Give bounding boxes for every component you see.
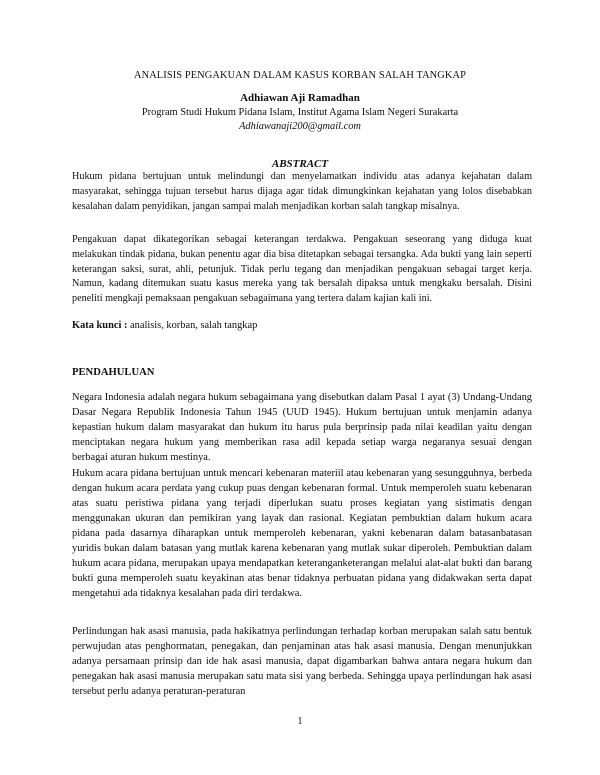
author-email: Adhiawanaji200@gmail.com [239,121,361,132]
paper-title: ANALISIS PENGAKUAN DALAM KASUS KORBAN SALAH TANGKAP [134,70,466,81]
keywords-label: Kata kunci : [72,320,128,331]
body-paragraph: Perlindungan hak asasi manusia, pada hakikatnya perlindungan terhadap korban merupakan salah satu bentuk perwujudan atas penghormatan, penegakan, dan penjaminan atas hak asasi manusia. Dengan menunjukkan adanya persamaan prinsip dan ide hak asasi manusia, dapat digambarkan bahwa antara negara hukum dan penegakan hak asasi manusia merupakan satu mata sisi yang berbeda. Sehingga upaya perlindungan hak asasi tersebut perlu adanya peraturan-peraturan [72,626,532,697]
abstract-heading: ABSTRACT [271,158,329,170]
author-affiliation: Program Studi Hukum Pidana Islam, Institut Agama Islam Negeri Surakarta [141,107,459,118]
abstract-paragraph: Hukum pidana bertujuan untuk melindungi dan menyelamatkan individu atas adanya kejahatan dalam masyarakat, sehingga tujuan tersebut harus dijaga agar tidak dimungkinkan kejahatan yang lolos disebabkan kesalahan dalam penyidikan, jangan sampai malah menjadikan korban salah tangkap misalnya. [72,171,532,212]
author-name: Adhiawan Aji Ramadhan [240,92,360,104]
keywords-text: analisis, korban, salah tangkap [130,320,258,331]
page-number: 1 [297,716,303,727]
keywords-line [72,320,257,331]
body-paragraph: Negara Indonesia adalah negara hukum sebagaimana yang disebutkan dalam Pasal 1 ayat (3) Undang-Undang Dasar Negara Republik Indonesia Tahun 1945 (UUD 1945). Hukum bertujuan untuk menjamin adanya kepastian hukum dalam masyarakat dan hukum itu harus pula berprinsip pada nilai keadilan yaitu dengan menciptakan negara hukum yang memberikan rasa adil kepada setiap warga negaranya sesuai dengan berbagai aturan hukum mestinya. [72,392,532,463]
body-paragraph: Hukum acara pidana bertujuan untuk mencari kebenaran materiil atau kebenaran yang sesungguhnya, berbeda dengan hukum acara perdata yang cukup puas dengan kebenaran formal. Untuk memperoleh suatu kebenaran atas suatu peristiwa pidana yang terjadi diperlukan suatu proses kegiatan yang sistimatis dengan menggunakan ukuran dan pemikiran yang layak dan rasional. Kegiatan pembuktian dalam hukum acara pidana pada dasarnya diharapkan untuk memperoleh kebenaran, yakni kebenaran dalam batasanbatasan yuridis bukan dalam batasan yang mutlak karena kebenaran yang mutlak sukar diperoleh. Pembuktian dalam hukum acara pidana, merupakan upaya mendapatkan keteranganketerangan melalui alat-alat bukti dan barang bukti guna memperoleh suatu keyakinan atas benar tidaknya perbuatan pidana yang didakwakan serta dapat mengetahui ada tidaknya kesalahan pada diri terdakwa. [72,468,532,599]
section-heading: PENDAHULUAN [72,367,155,378]
abstract-paragraph: Pengakuan dapat dikategorikan sebagai keterangan terdakwa. Pengakuan seseorang yang diduga kuat melakukan tindak pidana, bukan penentu agar dia bisa ditetapkan sebagai tersangka. Ada bukti yang lain seperti keterangan saksi, surat, ahli, petunjuk. Tidak perlu tegang dan menjadikan pengakuan sebagai target kerja. Namun, kadang ditemukan suatu kasus mereka yang tak bersalah dipaksa untuk mengkaku bersalah. Disini peneliti mengkaji pemaksaan pengakuan sebagaimana yang tertera dalam kajian kali ini. [72,234,532,305]
